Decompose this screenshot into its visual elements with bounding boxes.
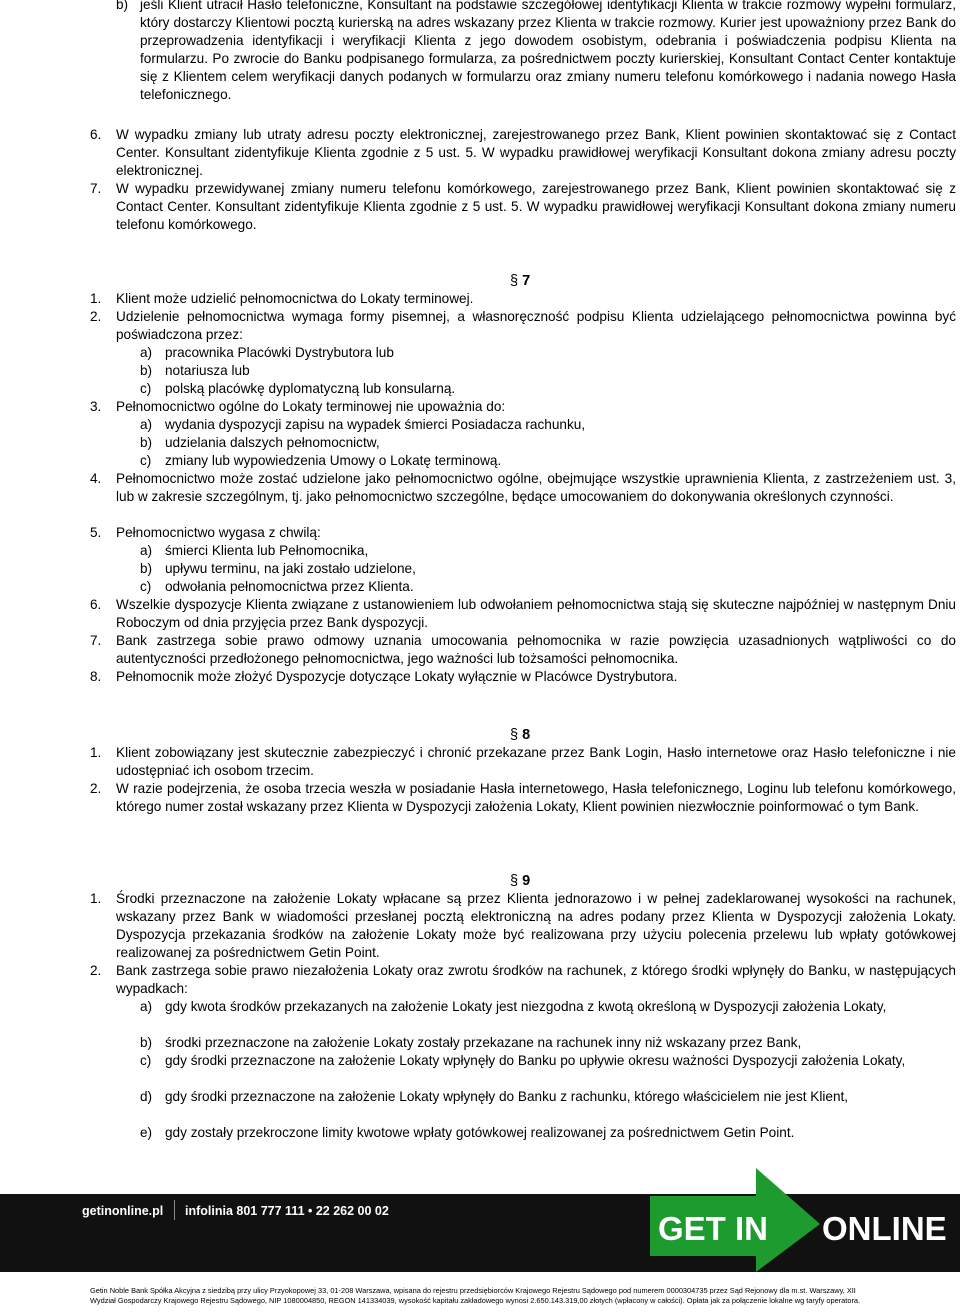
logo-text-getin: GET IN (658, 1210, 769, 1247)
item-label: d) (140, 1089, 153, 1104)
item-label: 3. (90, 399, 102, 414)
item-text: śmierci Klienta lub Pełnomocnika, (165, 543, 369, 558)
item-text: środki przeznaczone na założenie Lokaty zostały przekazane na rachunek inny niż wskazany przez Bank, (165, 1035, 802, 1050)
item-text: gdy środki przeznaczone na założenie Lokaty wpłynęły do Banku po upływie okresu ważności Dyspozycji założenia Lokaty, (165, 1053, 906, 1068)
section-heading: § 7 (510, 273, 531, 289)
item-text: udzielania dalszych pełnomocnictw, (165, 435, 380, 450)
item-text: Klient może udzielić pełnomocnictwa do Lokaty terminowej. (116, 291, 474, 306)
item-text: gdy kwota środków przekazanych na założenie Lokaty jest niezgodna z kwotą określoną w Dyspozycji założenia Lokaty, (165, 999, 887, 1014)
item-text: Środki przeznaczone na założenie Lokaty wpłacane są przez Klienta jednorazowo i w pełnej zadeklarowanej wysokości na rachunek, wskazany przez Bank w wiadomości przesłanej pocztą elektroniczną na adres podany przez Klienta w Dyspozycji założenia Lokaty. Dyspozycja przekazania środków na założenie Lokaty może być realizowana przy użyciu polecenia przelewu lub wpłaty gotówkowej realizowanej za pośrednictwem Getin Point. (116, 891, 956, 960)
item-text: W razie podejrzenia, że osoba trzecia weszła w posiadanie Hasła internetowego, Hasła telefonicznego, Loginu lub telefonu komórkowego, którego numer został wskazany przez Klienta w Dyspozycji założenia Lokaty, Klient powinien niezwłocznie poinformować o tym Bank. (116, 781, 956, 814)
website-link[interactable]: getinonline.pl (82, 1204, 164, 1218)
item-text: Pełnomocnictwo wygasa z chwilą: (116, 525, 321, 540)
item-label: 2. (90, 309, 102, 324)
item-label: a) (140, 999, 153, 1014)
item-label: b) (140, 435, 153, 450)
section-heading: § 8 (510, 727, 531, 743)
item-text: Pełnomocnictwo może zostać udzielone jako pełnomocnictwo ogólne, obejmujące wszystkie uprawnienia Klienta, z zastrzeżeniem ust. 3, lub w zakresie szczególnym, tj. jako pełnomocnictwo szczególne, będące umocowaniem do dokonywania określonych czynności. (116, 471, 956, 504)
item-text: gdy zostały przekroczone limity kwotowe wpłaty gotówkowej realizowanej za pośrednictwem Getin Point. (165, 1125, 795, 1140)
section-heading: § 9 (510, 873, 531, 889)
item-label: a) (140, 345, 153, 360)
legal-line-2: Wydział Gospodarczy Krajowego Rejestru Sądowego, NIP 1080004850, REGON 141334039, wysokość kapitału zakładowego wynosi 2.650.143.319,00 złotych (wpłacony w całości). Opłata jak za połączenie lokalne wg taryfy operatora. (90, 1296, 861, 1305)
item-label: 8. (90, 669, 102, 684)
logo-text-online: ONLINE (822, 1210, 947, 1247)
item-text: gdy środki przeznaczone na założenie Lokaty wpłynęły do Banku z rachunku, którego właścicielem nie jest Klient, (165, 1089, 849, 1104)
section-number: 9 (522, 873, 531, 889)
item-label: 4. (90, 471, 102, 486)
item-text: polską placówkę dyplomatyczną lub konsularną. (165, 381, 456, 396)
item-text: odwołania pełnomocnictwa przez Klienta. (165, 579, 414, 594)
section-number: 7 (522, 273, 531, 289)
item-text: Bank zastrzega sobie prawo niezałożenia Lokaty oraz zwrotu środków na rachunek, z którego środki wpłynęły do Banku, w następujących wypadkach: (116, 963, 956, 996)
item-text: zmiany lub wypowiedzenia Umowy o Lokatę terminową. (165, 453, 502, 468)
item-label: 1. (90, 891, 102, 906)
item-label: b) (116, 0, 129, 12)
item-text: Pełnomocnictwo ogólne do Lokaty terminowej nie upoważnia do: (116, 399, 506, 414)
item-label: 6. (90, 127, 102, 142)
item-label: a) (140, 417, 153, 432)
hotline-text: infolinia 801 777 111 • 22 262 00 02 (185, 1204, 389, 1218)
item-label: 7. (90, 633, 102, 648)
item-text: Pełnomocnik może złożyć Dyspozycje dotyczące Lokaty wyłącznie w Placówce Dystrybutora. (116, 669, 678, 684)
item-text: Wszelkie dyspozycje Klienta związane z ustanowieniem lub odwołaniem pełnomocnictwa stają się skuteczne najpóźniej w następnym Dniu Roboczym od dnia przyjęcia przez Bank dyspozycji. (116, 597, 956, 630)
item-label: c) (140, 1053, 152, 1068)
item-label: c) (140, 579, 152, 594)
item-label: b) (140, 363, 153, 378)
footer-divider (174, 1200, 175, 1220)
item-text: pracownika Placówki Dystrybutora lub (165, 345, 394, 360)
item-label: a) (140, 543, 153, 558)
item-text: Klient zobowiązany jest skutecznie zabezpieczyć i chronić przekazane przez Bank Login, Hasło internetowe oraz Hasło telefoniczne i nie udostępniać ich osobom trzecim. (116, 745, 956, 778)
item-label: c) (140, 453, 152, 468)
item-label: e) (140, 1125, 153, 1140)
item-label: 5. (90, 525, 102, 540)
item-label: 2. (90, 963, 102, 978)
item-text: jeśli Klient utracił Hasło telefoniczne, Konsultant na podstawie szczegółowej identyfikacji Klienta w trakcie rozmowy wypełni formularz, który dostarczy Klientowi pocztą kurierską na adres wskazany przez Klienta w trakcie rozmowy. Kurier jest upoważniony przez Bank do przeprowadzenia identyfikacji i weryfikacji Klienta z jego dowodem osobistym, odebrania i poświadczenia podpisu Klienta na formularzu. Po zwrocie do Banku podpisanego formularza, za pośrednictwem poczty kurierskiej, Konsultant Contact Center kontaktuje się z Klientem celem weryfikacji danych podanych w formularzu oraz zmiany numeru telefonu komórkowego i nadania nowego Hasła telefonicznego. (140, 0, 956, 102)
legal-line-1: Getin Noble Bank Spółka Akcyjna z siedzibą przy ulicy Przyokopowej 33, 01-208 Warszawa, wpisana do rejestru przedsiębiorców Krajowego Rejestru Sądowego pod numerem 0000304735 przez Sąd Rejonowy dla m.st. Warszawy, XII (90, 1286, 856, 1295)
item-text: upływu terminu, na jaki zostało udzielone, (165, 561, 416, 576)
item-text: wydania dyspozycji zapisu na wypadek śmierci Posiadacza rachunku, (165, 417, 586, 432)
page-footer (0, 1160, 960, 1312)
item-label: b) (140, 1035, 153, 1050)
item-label: 1. (90, 291, 102, 306)
item-text: W wypadku przewidywanej zmiany numeru telefonu komórkowego, zarejestrowanego przez Bank, Klient powinien skontaktować się z Contact Center. Konsultant zidentyfikuje Klienta zgodnie z 5 ust. 5. W wypadku prawidłowej weryfikacji Konsultant dokona zmiany numeru telefonu komórkowego. (116, 181, 956, 232)
item-text: Udzielenie pełnomocnictwa wymaga formy pisemnej, a własnoręczność podpisu Klienta udzielającego pełnomocnictwa powinna być poświadczona przez: (116, 309, 956, 342)
section-number: 8 (522, 727, 531, 743)
item-label: c) (140, 381, 152, 396)
item-text: notariusza lub (165, 363, 250, 378)
getin-online-logo (650, 1160, 960, 1272)
item-label: 7. (90, 181, 102, 196)
item-text: Bank zastrzega sobie prawo odmowy uznania umocowania pełnomocnika w razie powzięcia uzasadnionych wątpliwości co do autentyczności przedłożonego pełnomocnictwa, jego ważności lub tożsamości pełnomocnika. (116, 633, 956, 666)
item-label: b) (140, 561, 153, 576)
item-label: 6. (90, 597, 102, 612)
item-label: 1. (90, 745, 102, 760)
item-label: 2. (90, 781, 102, 796)
item-text: W wypadku zmiany lub utraty adresu poczty elektronicznej, zarejestrowanego przez Bank, Klient powinien skontaktować się z Contact Center. Konsultant zidentyfikuje Klienta zgodnie z 5 ust. 5. W wypadku prawidłowej weryfikacji Konsultant dokona zmiany adresu poczty elektronicznej. (116, 127, 956, 178)
